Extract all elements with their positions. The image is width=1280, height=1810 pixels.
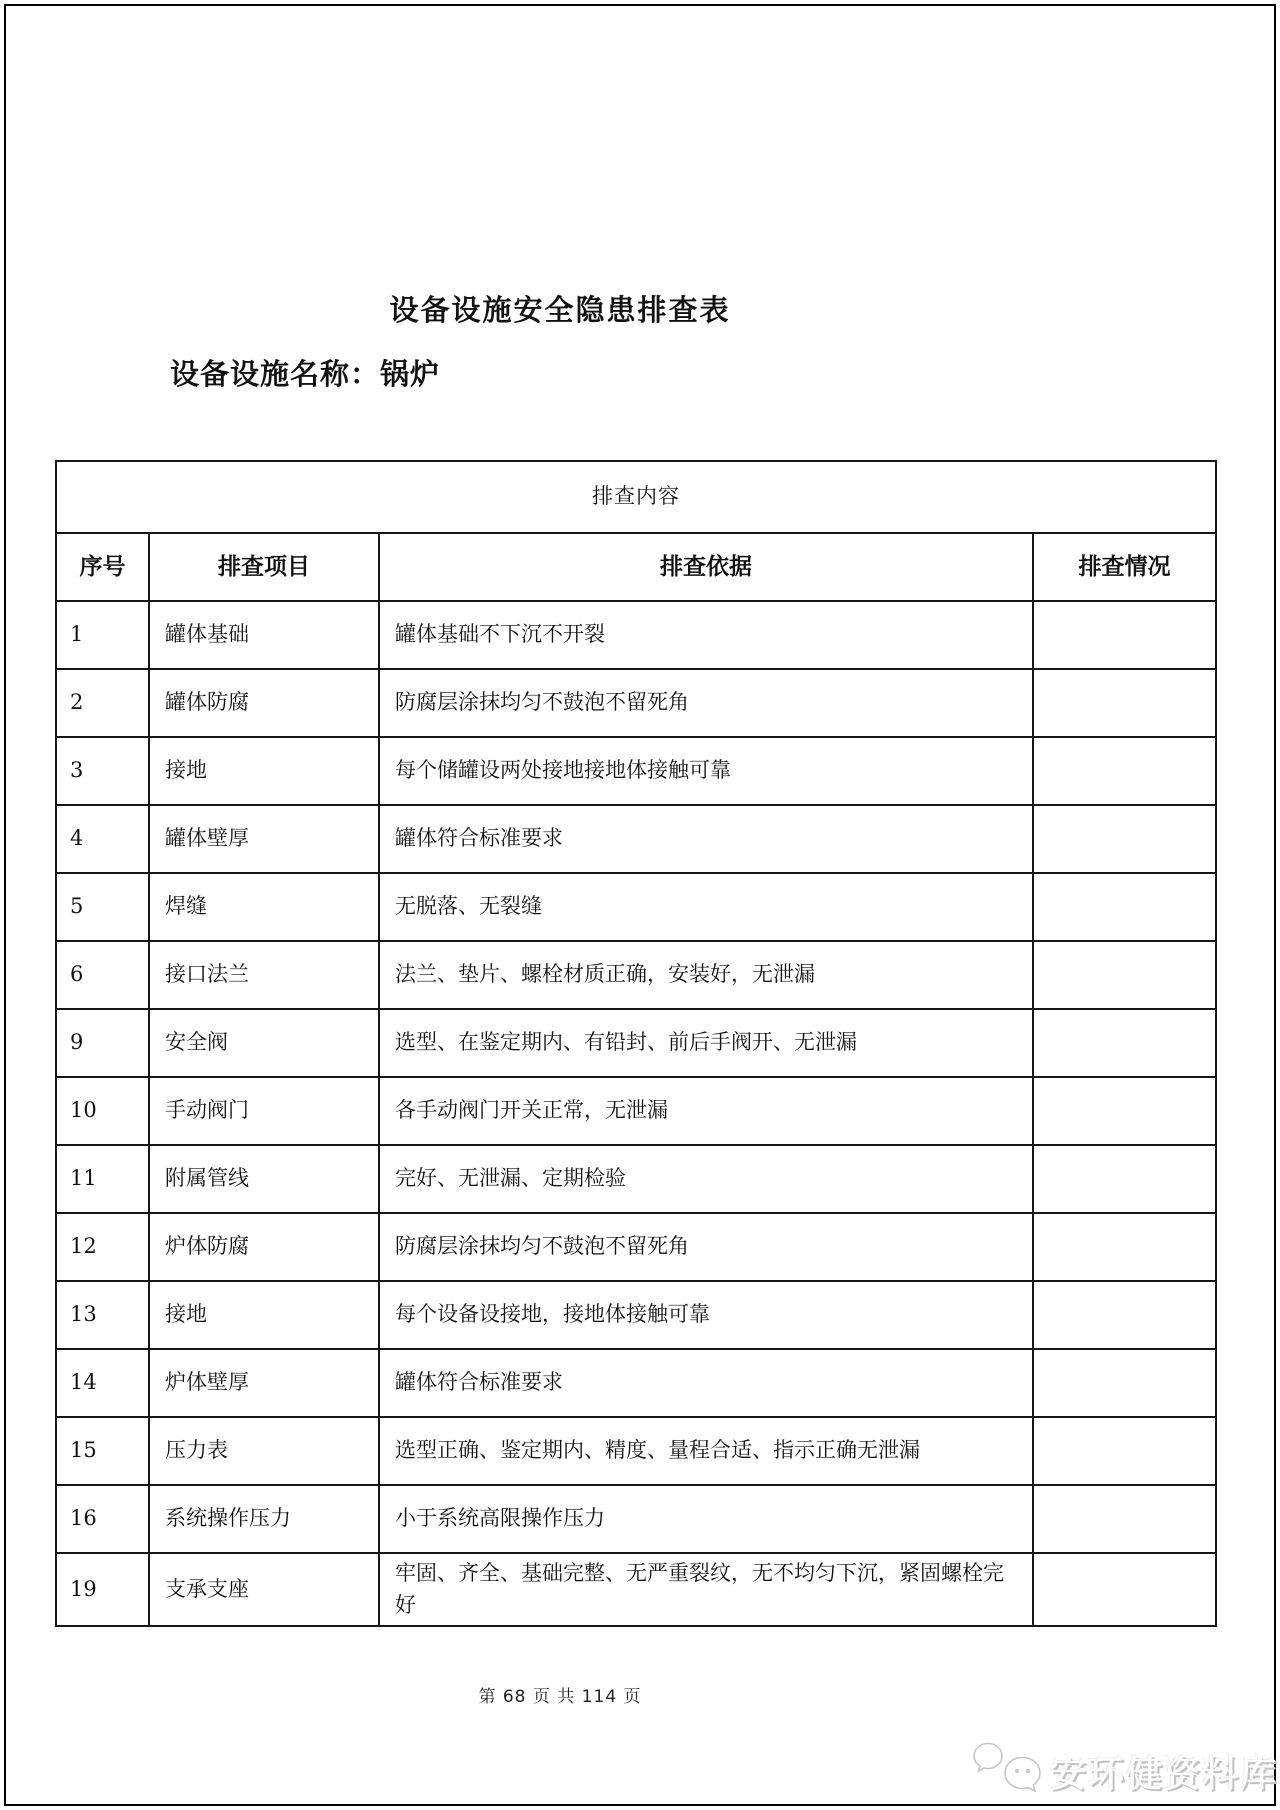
table-row: [56, 1009, 1216, 1077]
inspection-item: 系统操作压力: [149, 1485, 379, 1553]
inspection-basis: 每个储罐设两处接地接地体接触可靠: [379, 737, 1033, 805]
inspection-status-cell: [1033, 941, 1216, 1009]
inspection-item: 炉体防腐: [149, 1213, 379, 1281]
watermark-label: 安环健资料库: [1050, 1752, 1279, 1795]
row-number: 2: [56, 669, 149, 737]
inspection-item: 接地: [149, 1281, 379, 1349]
row-number: 5: [56, 873, 149, 941]
inspection-item: 支承支座: [149, 1553, 379, 1626]
inspection-basis: 选型、在鉴定期内、有铅封、前后手阀开、无泄漏: [379, 1009, 1033, 1077]
inspection-basis: 各手动阀门开关正常，无泄漏: [379, 1077, 1033, 1145]
inspection-item: 安全阀: [149, 1009, 379, 1077]
inspection-basis: 选型正确、鉴定期内、精度、量程合适、指示正确无泄漏: [379, 1417, 1033, 1485]
inspection-status-cell: [1033, 737, 1216, 805]
row-number: 11: [56, 1145, 149, 1213]
table-row: [56, 1281, 1216, 1349]
row-number: 12: [56, 1213, 149, 1281]
table-row: [56, 873, 1216, 941]
table-row: [56, 1553, 1216, 1626]
inspection-status-cell: [1033, 669, 1216, 737]
inspection-item: 焊缝: [149, 873, 379, 941]
row-number: 19: [56, 1553, 149, 1626]
row-number: 9: [56, 1009, 149, 1077]
row-number: 4: [56, 805, 149, 873]
page-number: 第 68 页 共 114 页: [478, 1687, 642, 1707]
inspection-status-cell: [1033, 1485, 1216, 1553]
inspection-item: 接地: [149, 737, 379, 805]
inspection-status-cell: [1033, 1417, 1216, 1485]
inspection-item: 炉体壁厚: [149, 1349, 379, 1417]
inspection-status-cell: [1033, 1077, 1216, 1145]
inspection-item: 罐体防腐: [149, 669, 379, 737]
table-row: [56, 1145, 1216, 1213]
table-row: [56, 1077, 1216, 1145]
inspection-status-cell: [1033, 1145, 1216, 1213]
table-row: [56, 805, 1216, 873]
inspection-basis: 牢固、齐全、基础完整、无严重裂纹，无不均匀下沉，紧固螺栓完好: [379, 1553, 1033, 1626]
table-row: [56, 1213, 1216, 1281]
inspection-basis: 小于系统高限操作压力: [379, 1485, 1033, 1553]
page-title: 设备设施安全隐患排查表: [389, 293, 731, 327]
inspection-basis: 防腐层涂抹均匀不鼓泡不留死角: [379, 1213, 1033, 1281]
inspection-item: 罐体基础: [149, 601, 379, 669]
inspection-item: 罐体壁厚: [149, 805, 379, 873]
equipment-name-line: 设备设施名称：锅炉: [170, 357, 441, 391]
inspection-item: 压力表: [149, 1417, 379, 1485]
inspection-status-cell: [1033, 601, 1216, 669]
inspection-table: [55, 460, 1217, 1627]
table-row: [56, 1417, 1216, 1485]
inspection-basis: 罐体符合标准要求: [379, 805, 1033, 873]
inspection-basis: 防腐层涂抹均匀不鼓泡不留死角: [379, 669, 1033, 737]
inspection-status-cell: [1033, 1553, 1216, 1626]
table-row: [56, 737, 1216, 805]
inspection-basis: 罐体基础不下沉不开裂: [379, 601, 1033, 669]
wechat-bubbles-icon: [972, 1742, 1042, 1800]
column-header-row: [56, 533, 1216, 601]
row-number: 6: [56, 941, 149, 1009]
inspection-status-cell: [1033, 1349, 1216, 1417]
inspection-status-cell: [1033, 873, 1216, 941]
column-header-status: 排查情况: [1033, 533, 1216, 601]
table-banner: 排查内容: [56, 461, 1216, 533]
table-row: [56, 601, 1216, 669]
row-number: 1: [56, 601, 149, 669]
column-header-no: 序号: [56, 533, 149, 601]
inspection-item: 手动阀门: [149, 1077, 379, 1145]
table-row: [56, 669, 1216, 737]
column-header-item: 排查项目: [149, 533, 379, 601]
row-number: 13: [56, 1281, 149, 1349]
table-row: [56, 1485, 1216, 1553]
table-banner-row: [56, 461, 1216, 533]
inspection-status-cell: [1033, 1009, 1216, 1077]
inspection-item: 接口法兰: [149, 941, 379, 1009]
inspection-basis: 罐体符合标准要求: [379, 1349, 1033, 1417]
column-header-basis: 排查依据: [379, 533, 1033, 601]
row-number: 10: [56, 1077, 149, 1145]
inspection-basis: 完好、无泄漏、定期检验: [379, 1145, 1033, 1213]
inspection-status-cell: [1033, 805, 1216, 873]
inspection-basis: 无脱落、无裂缝: [379, 873, 1033, 941]
inspection-table-body: [56, 601, 1216, 1626]
inspection-basis: 法兰、垫片、螺栓材质正确，安装好，无泄漏: [379, 941, 1033, 1009]
inspection-status-cell: [1033, 1213, 1216, 1281]
row-number: 14: [56, 1349, 149, 1417]
table-row: [56, 941, 1216, 1009]
table-row: [56, 1349, 1216, 1417]
inspection-status-cell: [1033, 1281, 1216, 1349]
watermark: [972, 1742, 1278, 1800]
inspection-item: 附属管线: [149, 1145, 379, 1213]
row-number: 16: [56, 1485, 149, 1553]
row-number: 3: [56, 737, 149, 805]
inspection-basis: 每个设备设接地，接地体接触可靠: [379, 1281, 1033, 1349]
row-number: 15: [56, 1417, 149, 1485]
